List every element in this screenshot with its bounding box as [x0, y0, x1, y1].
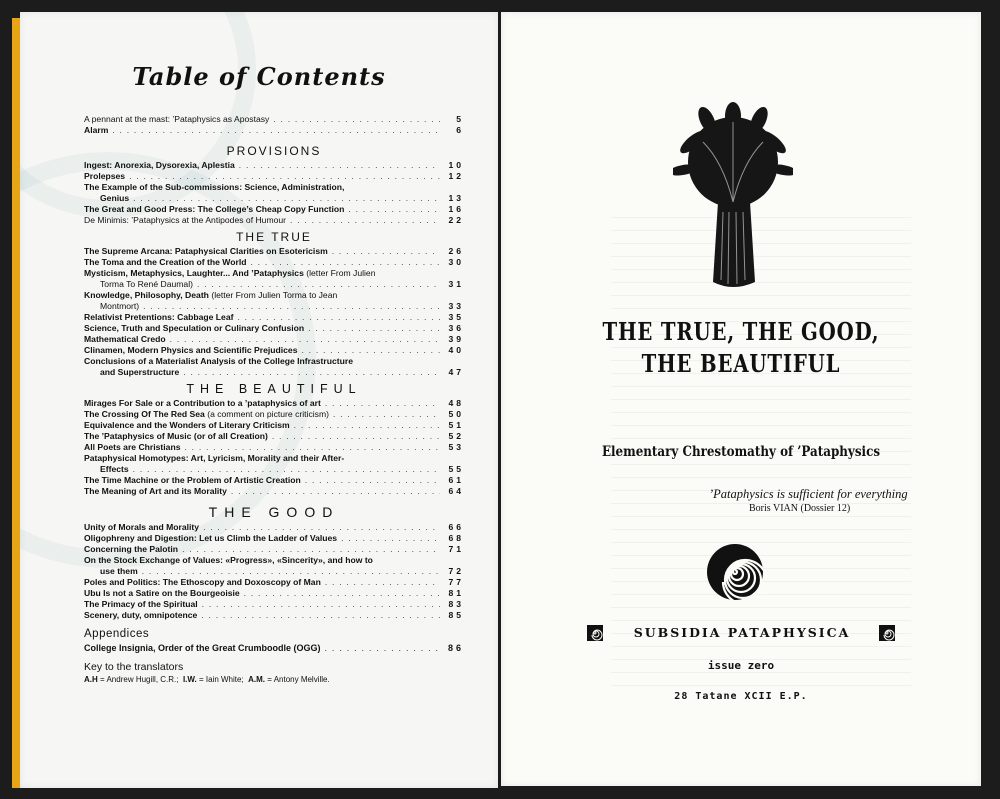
page-number: 83 — [448, 599, 464, 609]
entry-continuation — [84, 193, 464, 204]
entry-title-text: The Example of the Sub-commissions: Science, Administration, — [84, 182, 345, 192]
entry-title-text: Equivalence and the Wonders of Literary Criticism — [84, 420, 290, 430]
page-number: 77 — [448, 577, 464, 587]
entry-title-text: The Great and Good Press: The College’s Cheap Copy Function — [84, 204, 345, 214]
toc-entry[interactable] — [84, 257, 464, 268]
entry-title-text: Relativist Pretentions: Cabbage Leaf — [84, 312, 234, 322]
toc-title: Table of Contents — [132, 62, 386, 91]
entry-note: (letter From Julien Torma to Jean — [211, 290, 338, 300]
entry-note: (a comment on picture criticism) — [207, 409, 329, 419]
entry-line — [84, 599, 464, 610]
entry-title-text: Mirages For Sale or a Contribution to a ’pataphysics of art — [84, 398, 321, 408]
toc-entry[interactable] — [84, 160, 464, 171]
section-heading: THE GOOD — [208, 504, 340, 520]
entry-line — [84, 486, 464, 497]
epigraph-quote: ’Pataphysics is sufficient for everything — [709, 487, 908, 501]
entry-title-text: Mathematical Credo — [84, 334, 166, 344]
entry-title-text: Science, Truth and Speculation or Culinary Confusion — [84, 323, 305, 333]
spiral-icon-left — [587, 625, 603, 641]
right-page — [501, 12, 981, 786]
page-number: 53 — [448, 442, 464, 452]
toc-entry[interactable] — [84, 533, 464, 544]
leader-dots — [133, 464, 440, 475]
entry-line — [84, 522, 464, 533]
page-number: 52 — [448, 431, 464, 441]
page-number: 85 — [448, 610, 464, 620]
section-heading: PROVISIONS — [226, 144, 322, 158]
page-number: 22 — [448, 215, 464, 225]
entry-title-text: The Time Machine or the Problem of Artistic Creation — [84, 475, 301, 485]
entry-title-text: Ubu Is not a Satire on the Bourgeoisie — [84, 588, 240, 598]
toc-entry[interactable] — [84, 486, 464, 497]
appendices-heading: Appendices — [84, 628, 150, 640]
entry-title-text: Pataphysical Homotypes: Art, Lyricism, Morality and their After- — [84, 453, 345, 463]
entry-title — [84, 290, 464, 301]
leader-dots — [184, 442, 440, 453]
page-number: 66 — [448, 522, 464, 532]
entry-line — [84, 431, 464, 442]
page-number: 40 — [448, 345, 464, 355]
entry-line — [84, 442, 464, 453]
page-number: 13 — [448, 193, 464, 203]
entry-title-text: A pennant at the mast: ’Pataphysics as Apostasy — [84, 114, 270, 124]
translator-initials: A.H — [84, 675, 98, 684]
entry-title-text: Mysticism, Metaphysics, Laughter... And ’Pataphysics — [84, 268, 304, 278]
leader-dots — [301, 345, 440, 356]
toc-entry[interactable] — [84, 356, 464, 378]
leader-dots — [170, 334, 440, 345]
page-number: 48 — [448, 398, 464, 408]
section-heading: THE BEAUTIFUL — [186, 382, 362, 396]
entry-title-text: The Meaning of Art and its Morality — [84, 486, 227, 496]
entry-title — [84, 453, 464, 464]
wheat-sheaf-icon — [673, 102, 793, 292]
toc-entry[interactable] — [84, 312, 464, 323]
page-number: 6 — [456, 125, 464, 135]
leader-dots — [231, 486, 440, 497]
entry-line — [84, 588, 464, 599]
spiral-icon — [707, 544, 763, 600]
entry-title-text: The Crossing Of The Red Sea — [84, 409, 205, 419]
entry-line — [84, 204, 464, 215]
entry-title-text: Unity of Morals and Morality — [84, 522, 200, 532]
page-number: 26 — [448, 246, 464, 256]
issue-label: issue zero — [707, 659, 775, 672]
entry-title-text: Poles and Politics: The Ethoscopy and Doxoscopy of Man — [84, 577, 321, 587]
page-number: 16 — [448, 204, 464, 214]
leader-dots — [142, 566, 440, 577]
toc-entry[interactable] — [84, 544, 464, 555]
page-number: 50 — [448, 409, 464, 419]
entry-continuation — [84, 301, 464, 312]
leader-dots — [325, 643, 440, 654]
entry-title-text: The ’Pataphysics of Music (or of all Creation) — [84, 431, 268, 441]
table-of-contents — [84, 114, 464, 685]
entry-continuation — [84, 279, 464, 290]
leader-dots — [183, 367, 440, 378]
leader-dots — [244, 588, 440, 599]
entry-title-cont: Effects — [100, 464, 129, 474]
toc-entry[interactable] — [84, 334, 464, 345]
page-number: 81 — [448, 588, 464, 598]
entry-title — [84, 268, 464, 279]
translator-name: = Iain White; — [198, 675, 244, 684]
leader-dots — [305, 475, 440, 486]
page-number: 86 — [447, 643, 464, 653]
entry-title-text: The Toma and the Creation of the World — [84, 257, 247, 267]
leader-dots — [348, 204, 440, 215]
translator-key — [84, 674, 464, 685]
entry-title-text: On the Stock Exchange of Values: «Progress», «Sincerity», and how to — [84, 555, 373, 565]
entry-line — [84, 215, 464, 226]
entry-line — [84, 610, 464, 621]
page-number: 72 — [448, 566, 464, 576]
entry-line — [84, 323, 464, 334]
entry-continuation — [84, 367, 464, 378]
toc-entry[interactable] — [84, 246, 464, 257]
entry-continuation — [84, 566, 464, 577]
entry-title — [84, 182, 464, 193]
toc-entry[interactable] — [84, 290, 464, 312]
toc-entry[interactable] — [84, 345, 464, 356]
left-page — [20, 12, 498, 788]
toc-entry[interactable] — [84, 577, 464, 588]
series-line — [587, 624, 897, 644]
entry-line — [84, 312, 464, 323]
toc-entry[interactable] — [84, 125, 464, 136]
page-number: 31 — [448, 279, 464, 289]
entry-note: (letter From Julien — [306, 268, 376, 278]
leader-dots — [290, 215, 440, 226]
toc-entry[interactable] — [84, 323, 464, 334]
leader-dots — [272, 431, 440, 442]
page-number: 10 — [448, 160, 464, 170]
leader-dots — [129, 171, 440, 182]
entry-line — [84, 125, 464, 136]
leader-dots — [239, 160, 440, 171]
entry-line — [84, 345, 464, 356]
leader-dots — [325, 577, 440, 588]
leader-dots — [237, 312, 440, 323]
toc-entry[interactable] — [84, 555, 464, 577]
entry-title-cont: Genius — [100, 193, 130, 203]
section-heading: THE TRUE — [236, 230, 312, 244]
leader-dots — [333, 409, 440, 420]
epigraph-attribution: Boris VIAN (Dossier 12) — [749, 503, 851, 514]
page-number: 5 — [456, 114, 464, 124]
entry-title-cont: Torma To René Daumal) — [100, 279, 193, 289]
entry-title-cont: and Superstructure — [100, 367, 180, 377]
translator-name: = Andrew Hugill, C.R.; — [100, 675, 179, 684]
entry-line — [84, 171, 464, 182]
toc-entry[interactable] — [84, 599, 464, 610]
entry-title-text: Oligophreny and Digestion: Let us Climb the Ladder of Values — [84, 533, 338, 543]
entry-title-text: Clinamen, Modern Physics and Scientific Prejudices — [84, 345, 298, 355]
spiral-icon-right — [879, 625, 895, 641]
entry-line — [84, 533, 464, 544]
translator-initials: I.W. — [182, 675, 197, 684]
series-name: SUBSIDIA PATAPHYSICA — [633, 625, 851, 640]
leader-dots — [273, 114, 440, 125]
leader-dots — [197, 279, 440, 290]
entry-line — [84, 475, 464, 486]
book-title-line-2: THE BEAUTIFUL — [641, 349, 841, 378]
entry-title-text: All Poets are Christians — [84, 442, 181, 452]
toc-entry[interactable] — [84, 268, 464, 290]
entry-line — [84, 643, 464, 654]
leader-dots — [182, 544, 440, 555]
entry-title-text: Prolepses — [84, 171, 126, 181]
toc-entry[interactable] — [84, 588, 464, 599]
translator-initials: A.M. — [248, 675, 265, 684]
page-number: 55 — [448, 464, 464, 474]
entry-title-text: Knowledge, Philosophy, Death — [84, 290, 209, 300]
page-number: 35 — [448, 312, 464, 322]
toc-entry[interactable] — [84, 204, 464, 215]
leader-dots — [202, 599, 440, 610]
entry-line — [84, 398, 464, 409]
book-subtitle: Elementary Chrestomathy of ’Pataphysics — [601, 444, 881, 460]
page-number: 51 — [448, 420, 464, 430]
entry-line — [84, 409, 464, 420]
toc-entry[interactable] — [84, 522, 464, 533]
entry-title-text: The Primacy of the Spiritual — [84, 599, 198, 609]
page-number: 33 — [448, 301, 464, 311]
entry-title-text: De Minimis: ’Pataphysics at the Antipodes of Humour — [84, 215, 287, 225]
entry-title — [84, 555, 464, 566]
toc-entry[interactable] — [84, 610, 464, 621]
key-heading: Key to the translators — [84, 661, 184, 673]
page-number: 47 — [448, 367, 464, 377]
publication-date: 28 Tatane XCII E.P. — [674, 691, 808, 702]
page-number: 64 — [448, 486, 464, 496]
page-number: 39 — [448, 334, 464, 344]
entry-title-cont: Montmort) — [100, 301, 140, 311]
entry-continuation — [84, 464, 464, 475]
page-number: 68 — [448, 533, 464, 543]
entry-title — [84, 356, 464, 367]
toc-entry[interactable] — [84, 431, 464, 442]
entry-title-text: Alarm — [84, 125, 109, 135]
toc-entry[interactable] — [84, 643, 464, 654]
leader-dots — [325, 398, 440, 409]
entry-title-text: College Insignia, Order of the Great Crumboodle (OGG) — [84, 643, 321, 653]
leader-dots — [294, 420, 440, 431]
leader-dots — [112, 125, 440, 136]
entry-title-text: Conclusions of a Materialist Analysis of the College Infrastructure — [84, 356, 354, 366]
page-number: 71 — [448, 544, 464, 554]
leader-dots — [203, 522, 440, 533]
entry-line — [84, 544, 464, 555]
toc-entry[interactable] — [84, 398, 464, 409]
entry-title-text: Scenery, duty, omnipotence — [84, 610, 198, 620]
page-number: 12 — [448, 171, 464, 181]
entry-line — [84, 334, 464, 345]
entry-line — [84, 114, 464, 125]
toc-entry[interactable] — [84, 114, 464, 125]
leader-dots — [308, 323, 440, 334]
entry-line — [84, 246, 464, 257]
toc-entry[interactable] — [84, 171, 464, 182]
toc-entry[interactable] — [84, 475, 464, 486]
book-title-line-1: THE TRUE, THE GOOD, — [602, 317, 880, 346]
toc-entry[interactable] — [84, 453, 464, 475]
toc-entry[interactable] — [84, 409, 464, 420]
entry-line — [84, 160, 464, 171]
entry-title-text: Ingest: Anorexia, Dysorexia, Aplestia — [84, 160, 235, 170]
toc-entry[interactable] — [84, 215, 464, 226]
entry-line — [84, 577, 464, 588]
toc-entry[interactable] — [84, 182, 464, 204]
page-number: 30 — [448, 257, 464, 267]
entry-title-text: The Supreme Arcana: Pataphysical Clarities on Esotericism — [84, 246, 328, 256]
book-title — [544, 316, 938, 380]
page-number: 61 — [448, 475, 464, 485]
translator-name: = Antony Melville. — [267, 675, 330, 684]
leader-dots — [201, 610, 440, 621]
leader-dots — [332, 246, 440, 257]
leader-dots — [251, 257, 441, 268]
entry-title-cont: use them — [100, 566, 138, 576]
entry-title-text: Concerning the Palotin — [84, 544, 179, 554]
leader-dots — [143, 301, 440, 312]
toc-entry[interactable] — [84, 420, 464, 431]
leader-dots — [341, 533, 440, 544]
page-number: 36 — [448, 323, 464, 333]
leader-dots — [133, 193, 440, 204]
toc-entry[interactable] — [84, 442, 464, 453]
entry-line — [84, 257, 464, 268]
entry-line — [84, 420, 464, 431]
